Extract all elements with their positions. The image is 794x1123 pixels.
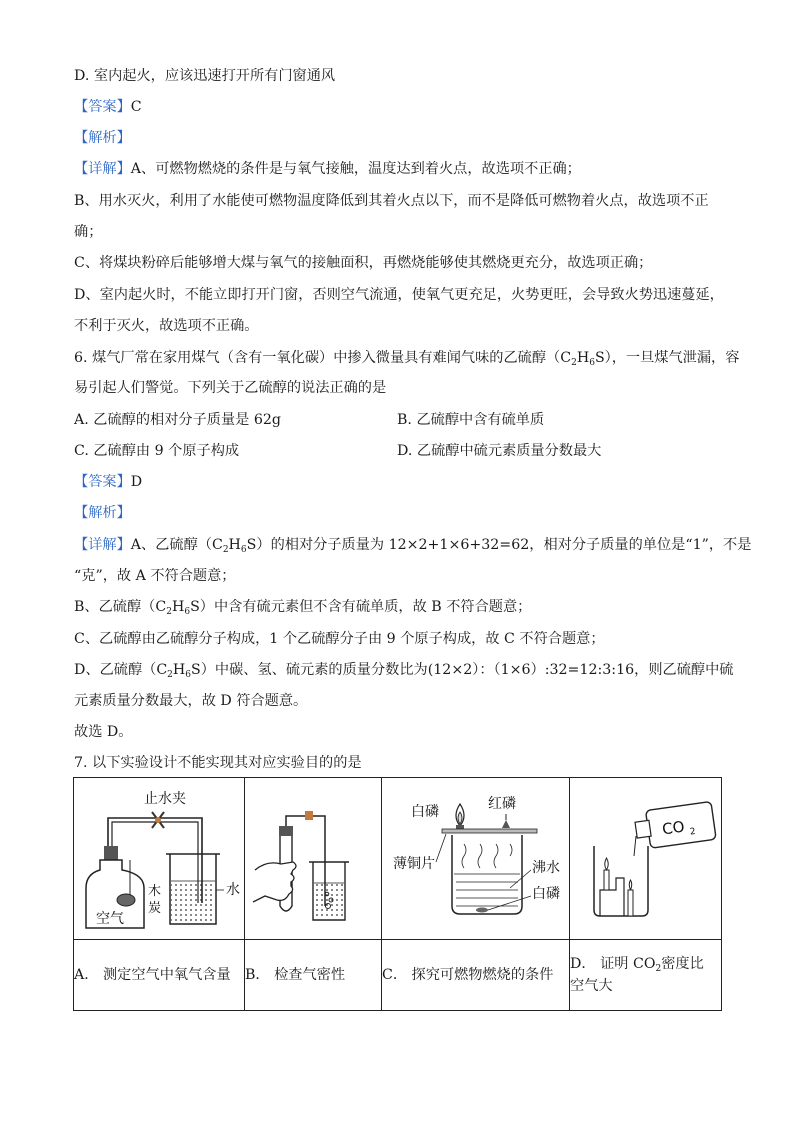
q5-detail-a — [74, 159, 581, 179]
detail-text: S）中碳、氢、硫元素的质量分数比为(12×2）：（1×6）:32=12:3:16，则乙硫醇中硫 — [191, 662, 734, 678]
q5-detail-b2: 确； — [74, 224, 103, 240]
q6-analysis-tag: 【解析】 — [74, 505, 131, 521]
label-red-phosphorus: 红磷 — [488, 796, 516, 812]
figure-d-cell — [570, 778, 722, 940]
detail-text: S）的相对分子质量为 12×2+1×6+32=62，相对分子质量的单位是“1”，不是 — [246, 537, 752, 553]
answer-value: D — [130, 474, 143, 490]
answer-value: C — [130, 99, 142, 115]
caption-d: D． 证明 $CO_2$密度比 空气大 — [570, 940, 722, 1011]
q6-detail-d1: D、乙硫醇$(C_2H_6S)$中碳、氢、硫元素的质量分数比为(12×2）：（1×6）:32=12:3:16，则乙硫醇中硫 — [74, 662, 734, 680]
q5-detail-c: C、将煤块粉碎后能够增大煤与氧气的接触面积，再燃烧能够使其燃烧更充分，故选项正确； — [74, 255, 653, 271]
figure-b-airtightness — [245, 778, 381, 935]
q6-answer — [74, 472, 142, 492]
answer-tag: 【答案】 — [74, 99, 131, 115]
stem-text: S），一旦煤气泄漏，容 — [594, 350, 740, 366]
label-carbon-1: 木 — [148, 884, 162, 899]
detail-text: A、乙硫醇（C — [130, 537, 223, 553]
label-clamp: 止水夹 — [144, 791, 186, 807]
figure-c-combustion — [382, 778, 569, 935]
detail-tag: 【详解】 — [74, 161, 131, 177]
label-air: 空气 — [96, 911, 124, 927]
detail-text: A、可燃物燃烧的条件是与氧气接触，温度达到着火点，故选项不正确； — [130, 161, 581, 177]
q6-detail-b: B、乙硫醇$(C_2H_6S)$中含有硫元素但不含有硫单质，故 B 不符合题意； — [74, 599, 532, 617]
q5-answer — [74, 97, 142, 117]
detail-text: S）中含有硫元素但不含有硫单质，故 B 不符合题意； — [190, 599, 532, 615]
q6-option-c: C. 乙硫醇由 9 个原子构成 — [74, 443, 240, 459]
q6-detail-d2: 元素质量分数最大，故 D 符合题意。 — [74, 693, 308, 709]
label-carbon-2: 炭 — [148, 901, 162, 916]
label-white-phosphorus: 白磷 — [411, 804, 439, 820]
q6-stem-line2: 易引起人们警觉。下列关于乙硫醇的说法正确的是 — [74, 380, 387, 396]
q6-choose: 故选 D。 — [74, 724, 133, 740]
label-co2-subscript: 2 — [689, 826, 697, 838]
figure-c-cell — [382, 778, 570, 940]
q6-option-d: D. 乙硫醇中硫元素质量分数最大 — [397, 443, 602, 459]
q6-option-a: A. 乙硫醇的相对分子质量是 62g — [74, 412, 281, 428]
figure-a-cell — [74, 778, 245, 940]
caption-d-line2: 空气大 — [570, 978, 613, 994]
q5-detail-d2: 不利于灭火，故选项不正确。 — [74, 318, 259, 334]
caption-d-text: 密度比 — [661, 956, 704, 972]
label-water: 水 — [226, 882, 240, 898]
q5-detail-d1: D、室内起火时，不能立即打开门窗，否则空气流通，使氧气更充足，火势更旺，会导致火势迅速蔓延， — [74, 287, 724, 303]
detail-text: D、乙硫醇（C — [74, 662, 168, 678]
q6-detail-c: C、乙硫醇由乙硫醇分子构成，1 个乙硫醇分子由 9 个原子构成，故 C 不符合题意； — [74, 631, 605, 647]
figure-b-cell — [245, 778, 382, 940]
caption-b: B． 检查气密性 — [245, 940, 382, 1011]
figure-d-co2-density — [570, 778, 721, 935]
detail-text: B、乙硫醇（C — [74, 599, 167, 615]
label-white-phosphorus-2: 白磷 — [532, 886, 560, 902]
experiment-table — [73, 777, 722, 1011]
q5-detail-b1: B、用水灭火，利用了水能使可燃物温度降低到其着火点以下，而不是降低可燃物着火点，故选项不正 — [74, 193, 709, 209]
stem-text: 6. 煤气厂常在家用煤气（含有一氧化碳）中掺入微量具有难闻气味的乙硫醇（C — [74, 350, 572, 366]
answer-tag: 【答案】 — [74, 474, 131, 490]
caption-c: C． 探究可燃物燃烧的条件 — [382, 940, 570, 1011]
detail-tag: 【详解】 — [74, 537, 131, 553]
caption-a: A． 测定空气中氧气含量 — [74, 940, 245, 1011]
q5-analysis-tag: 【解析】 — [74, 130, 131, 146]
q6-option-b: B. 乙硫醇中含有硫单质 — [397, 412, 545, 428]
label-boiling-water: 沸水 — [532, 860, 560, 876]
q6-detail-a1: 【详解】A、乙硫醇$(C_2H_6S)$的相对分子质量为 12×2+1×6+32=62，相对分子质量的单位是“1”，不是 — [74, 537, 752, 555]
label-co2: CO — [661, 817, 686, 839]
label-copper-sheet: 薄铜片 — [393, 856, 435, 872]
figure-a-oxygen-apparatus — [74, 778, 244, 935]
q7-stem: 7. 以下实验设计不能实现其对应实验目的的是 — [74, 755, 362, 771]
q6-detail-a2: “克”，故 A 不符合题意； — [74, 568, 236, 584]
caption-d-text: D． 证明 CO — [570, 956, 656, 972]
q6-stem-line1: 6. 煤气厂常在家用煤气（含有一氧化碳）中掺入微量具有难闻气味的乙硫醇$(C_2H_6S)$，一旦煤气泄漏，容 — [74, 350, 740, 368]
q5-option-d: D. 室内起火，应该迅速打开所有门窗通风 — [74, 68, 336, 84]
